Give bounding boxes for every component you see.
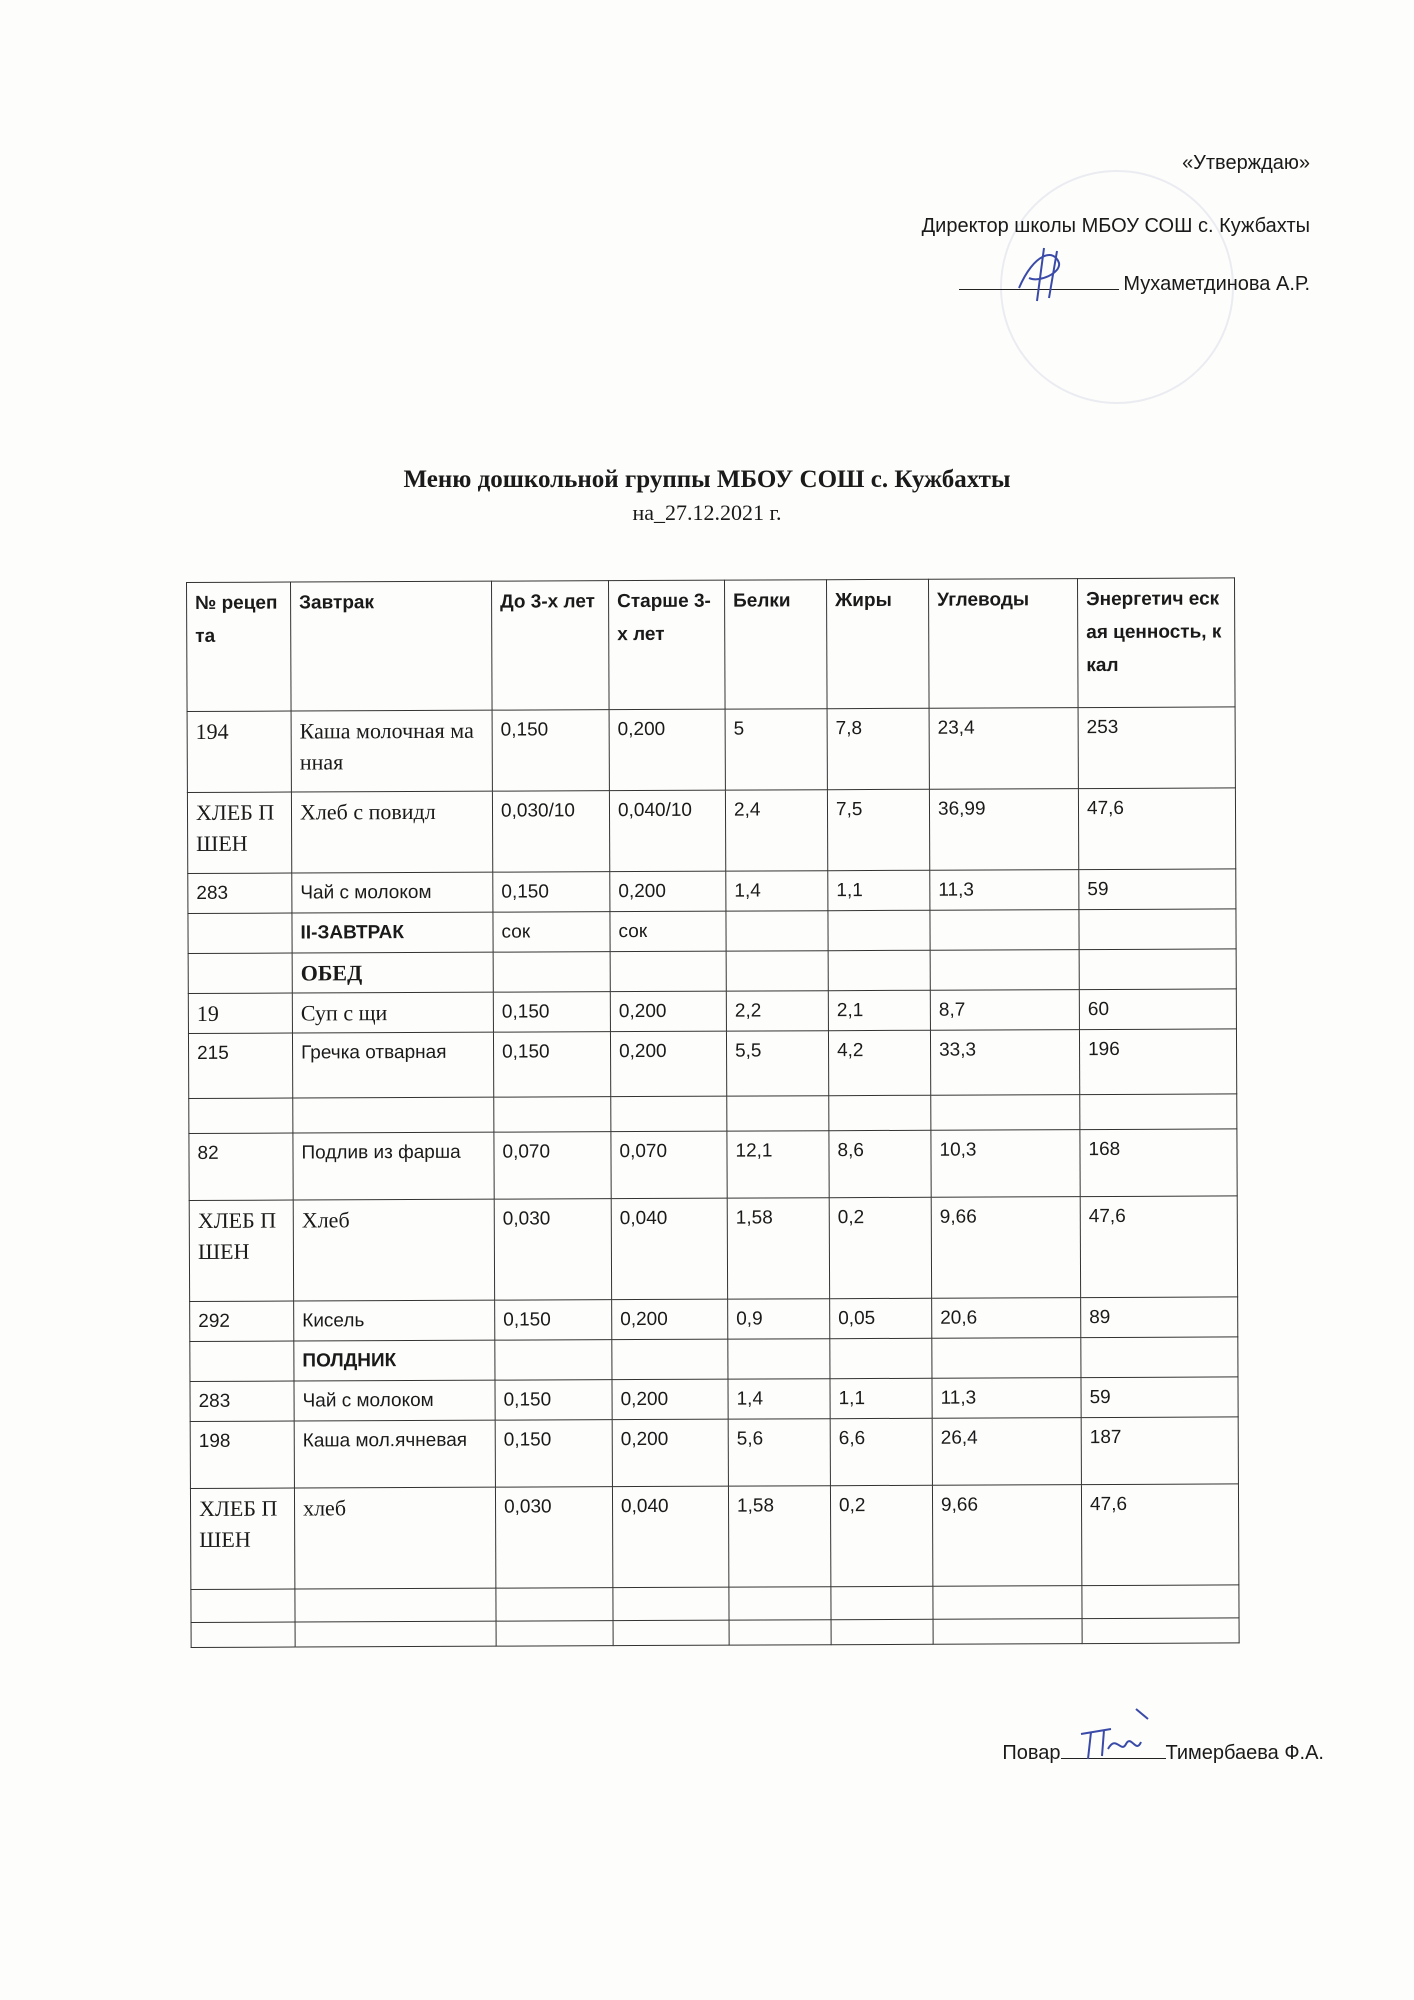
table-row (190, 1297, 1238, 1342)
portion-under-3: 0,150 (495, 1380, 612, 1421)
proteins (726, 911, 828, 951)
dish-name: ПОЛДНИК (294, 1340, 495, 1381)
portion-over-3: 0,040 (611, 1198, 727, 1300)
portion-under-3: сок (493, 912, 610, 953)
energy-kcal: 47,6 (1078, 788, 1235, 870)
fats: 7,5 (827, 789, 929, 870)
portion-under-3 (493, 952, 610, 993)
table-row (190, 1417, 1238, 1489)
portion-over-3 (612, 1339, 728, 1380)
cook-label: Повар (1002, 1742, 1061, 1764)
column-header: Завтрак (291, 581, 493, 711)
proteins (729, 1587, 831, 1620)
energy-kcal: 47,6 (1081, 1484, 1238, 1586)
fats (828, 950, 930, 990)
portion-under-3: 0,030/10 (492, 791, 609, 873)
fats: 4,2 (828, 1030, 930, 1095)
recipe-number (188, 953, 292, 993)
section-row (188, 949, 1236, 994)
portion-over-3: 0,200 (612, 1299, 728, 1340)
section-row (190, 1337, 1238, 1382)
portion-over-3: 0,040 (612, 1486, 728, 1588)
energy-kcal (1082, 1618, 1239, 1644)
table-row (188, 989, 1236, 1034)
dish-name (295, 1588, 496, 1622)
proteins: 1,4 (728, 1379, 830, 1419)
energy-kcal: 59 (1081, 1377, 1238, 1418)
table-row (189, 1129, 1237, 1201)
portion-under-3: 0,150 (495, 1300, 612, 1341)
energy-kcal (1081, 1337, 1238, 1378)
portion-under-3: 0,150 (493, 1032, 610, 1098)
portion-over-3 (613, 1620, 729, 1646)
fats: 0,05 (830, 1298, 932, 1338)
portion-under-3: 0,030 (495, 1487, 612, 1589)
table-row (187, 707, 1235, 793)
signature-line (1061, 1742, 1166, 1759)
cook-name: Тимербаева Ф.А. (1165, 1742, 1324, 1764)
column-header: Жиры (826, 579, 929, 708)
signature-line (959, 273, 1119, 290)
recipe-number: 292 (190, 1301, 294, 1341)
carbohydrates: 10,3 (931, 1130, 1080, 1198)
fats: 6,6 (830, 1418, 932, 1485)
portion-over-3: 0,200 (610, 991, 726, 1032)
fats: 8,6 (829, 1130, 931, 1197)
carbohydrates: 20,6 (932, 1298, 1081, 1339)
recipe-number (190, 1341, 294, 1381)
column-header: Белки (724, 580, 827, 709)
portion-over-3: 0,040/10 (609, 790, 725, 872)
fats (831, 1586, 933, 1619)
table-row (190, 1377, 1238, 1422)
dish-name: Суп с щи (292, 992, 493, 1033)
proteins (728, 1339, 830, 1379)
portion-over-3 (611, 1096, 727, 1132)
carbohydrates (933, 1619, 1082, 1645)
carbohydrates (931, 1095, 1080, 1131)
recipe-number: ХЛЕБ ПШЕН (187, 792, 291, 873)
carbohydrates (932, 1338, 1081, 1379)
fats: 7,8 (827, 708, 929, 789)
page-title: Меню дошкольной группы МБОУ СОШ с. Кужбахты (403, 466, 1011, 493)
table-row (189, 1196, 1237, 1302)
energy-kcal (1082, 1585, 1239, 1619)
table-row (189, 1094, 1237, 1134)
energy-kcal: 89 (1081, 1297, 1238, 1338)
proteins (729, 1620, 831, 1645)
recipe-number: ХЛЕБ ПШЕН (190, 1488, 294, 1589)
dish-name (295, 1621, 496, 1647)
director-name: Мухаметдинова А.Р. (1123, 273, 1310, 295)
proteins (726, 951, 828, 991)
dish-name (293, 1097, 494, 1133)
carbohydrates: 26,4 (932, 1418, 1081, 1486)
fats: 0,2 (829, 1197, 931, 1298)
proteins: 12,1 (727, 1131, 829, 1198)
recipe-number (191, 1622, 295, 1647)
portion-over-3: 0,200 (609, 709, 725, 791)
proteins: 5,6 (728, 1419, 830, 1486)
portion-over-3 (613, 1587, 729, 1621)
dish-name: Хлеб (293, 1199, 494, 1301)
carbohydrates: 33,3 (930, 1030, 1079, 1096)
portion-under-3: 0,150 (493, 992, 610, 1033)
fats (830, 1338, 932, 1378)
proteins: 1,58 (727, 1198, 829, 1299)
proteins (727, 1096, 829, 1131)
approval-label: «Утверждаю» (1182, 152, 1310, 174)
dish-name: Каша молочная манная (291, 710, 492, 792)
proteins: 5,5 (726, 1031, 828, 1096)
dish-name: Чай с молоком (294, 1380, 495, 1421)
portion-under-3 (494, 1097, 611, 1133)
director-signature-line (959, 273, 1310, 296)
dish-name: Кисель (294, 1300, 495, 1341)
column-header: Старше 3-х лет (608, 580, 725, 710)
director-title: Директор школы МБОУ СОШ с. Кужбахты (921, 215, 1310, 237)
carbohydrates (933, 1586, 1082, 1620)
portion-over-3 (610, 951, 726, 992)
recipe-number: ХЛЕБ ПШЕН (189, 1200, 293, 1301)
portion-under-3: 0,150 (495, 1420, 612, 1488)
fats (831, 1619, 933, 1644)
energy-kcal: 59 (1079, 869, 1236, 910)
table-header-row (187, 578, 1236, 712)
recipe-number (189, 1098, 293, 1133)
fats: 1,1 (830, 1378, 932, 1418)
portion-under-3: 0,150 (492, 710, 609, 792)
proteins: 2,2 (726, 991, 828, 1031)
carbohydrates: 23,4 (929, 708, 1078, 790)
cook-signature-mark (1076, 1704, 1156, 1764)
energy-kcal: 47,6 (1080, 1196, 1237, 1298)
energy-kcal: 253 (1078, 707, 1235, 789)
carbohydrates (930, 950, 1079, 991)
portion-over-3: 0,200 (612, 1379, 728, 1420)
menu-date: на_27.12.2021 г. (632, 500, 782, 525)
energy-kcal (1079, 909, 1236, 950)
column-header: Энергетич еская ценность, ккал (1077, 578, 1235, 708)
director-signature (1009, 243, 1079, 303)
recipe-number: 82 (189, 1133, 293, 1200)
cook-signature (1002, 1742, 1324, 1765)
fats: 2,1 (828, 990, 930, 1030)
carbohydrates: 8,7 (930, 990, 1079, 1031)
portion-over-3: сок (610, 911, 726, 952)
portion-under-3 (496, 1621, 613, 1647)
dish-name: Каша мол.ячневая (294, 1420, 495, 1488)
dish-name: Хлеб с повидл (291, 791, 492, 873)
dish-name: II-ЗАВТРАК (292, 912, 493, 953)
fats: 0,2 (830, 1485, 932, 1586)
energy-kcal: 196 (1079, 1029, 1236, 1095)
section-row (188, 909, 1236, 954)
table-row (188, 869, 1236, 914)
energy-kcal: 60 (1079, 989, 1236, 1030)
recipe-number: 215 (188, 1033, 292, 1098)
portion-over-3: 0,200 (610, 1031, 726, 1097)
portion-under-3 (496, 1588, 613, 1622)
portion-over-3: 0,070 (611, 1131, 727, 1199)
energy-kcal (1079, 949, 1236, 990)
carbohydrates (930, 910, 1079, 951)
column-header: Углеводы (928, 579, 1078, 709)
dish-name: хлеб (294, 1487, 495, 1589)
portion-under-3: 0,070 (494, 1132, 611, 1200)
proteins: 1,58 (728, 1486, 830, 1587)
carbohydrates: 9,66 (932, 1485, 1081, 1587)
dish-name: Чай с молоком (292, 872, 493, 913)
portion-over-3: 0,200 (612, 1419, 728, 1487)
proteins: 1,4 (726, 871, 828, 911)
carbohydrates: 11,3 (932, 1378, 1081, 1419)
recipe-number: 283 (188, 873, 292, 913)
dish-name: ОБЕД (292, 952, 493, 993)
table-row (188, 1029, 1236, 1099)
column-header: № рецеп та (187, 582, 292, 711)
dish-name: Подлив из фарша (293, 1132, 494, 1200)
energy-kcal: 168 (1080, 1129, 1237, 1197)
portion-under-3: 0,150 (493, 872, 610, 913)
recipe-number: 19 (188, 993, 292, 1033)
menu-table (186, 577, 1240, 1648)
proteins: 0,9 (728, 1299, 830, 1339)
carbohydrates: 11,3 (930, 870, 1079, 911)
recipe-number (188, 913, 292, 953)
recipe-number: 198 (190, 1421, 294, 1488)
recipe-number (191, 1589, 295, 1622)
table-row (187, 788, 1235, 874)
carbohydrates: 9,66 (931, 1197, 1080, 1299)
recipe-number: 194 (187, 711, 291, 792)
portion-under-3 (495, 1340, 612, 1381)
fats (828, 910, 930, 950)
energy-kcal (1080, 1094, 1237, 1130)
recipe-number: 283 (190, 1381, 294, 1421)
fats: 1,1 (828, 870, 930, 910)
portion-under-3: 0,030 (494, 1199, 611, 1301)
dish-name: Гречка отварная (292, 1032, 493, 1098)
proteins: 5 (725, 709, 827, 790)
column-header: До 3-х лет (491, 581, 609, 711)
carbohydrates: 36,99 (929, 789, 1078, 871)
fats (829, 1095, 931, 1130)
table-row (191, 1618, 1239, 1648)
energy-kcal: 187 (1081, 1417, 1238, 1485)
table-row (191, 1585, 1239, 1623)
table-row (190, 1484, 1238, 1590)
portion-over-3: 0,200 (610, 871, 726, 912)
proteins: 2,4 (725, 790, 827, 871)
